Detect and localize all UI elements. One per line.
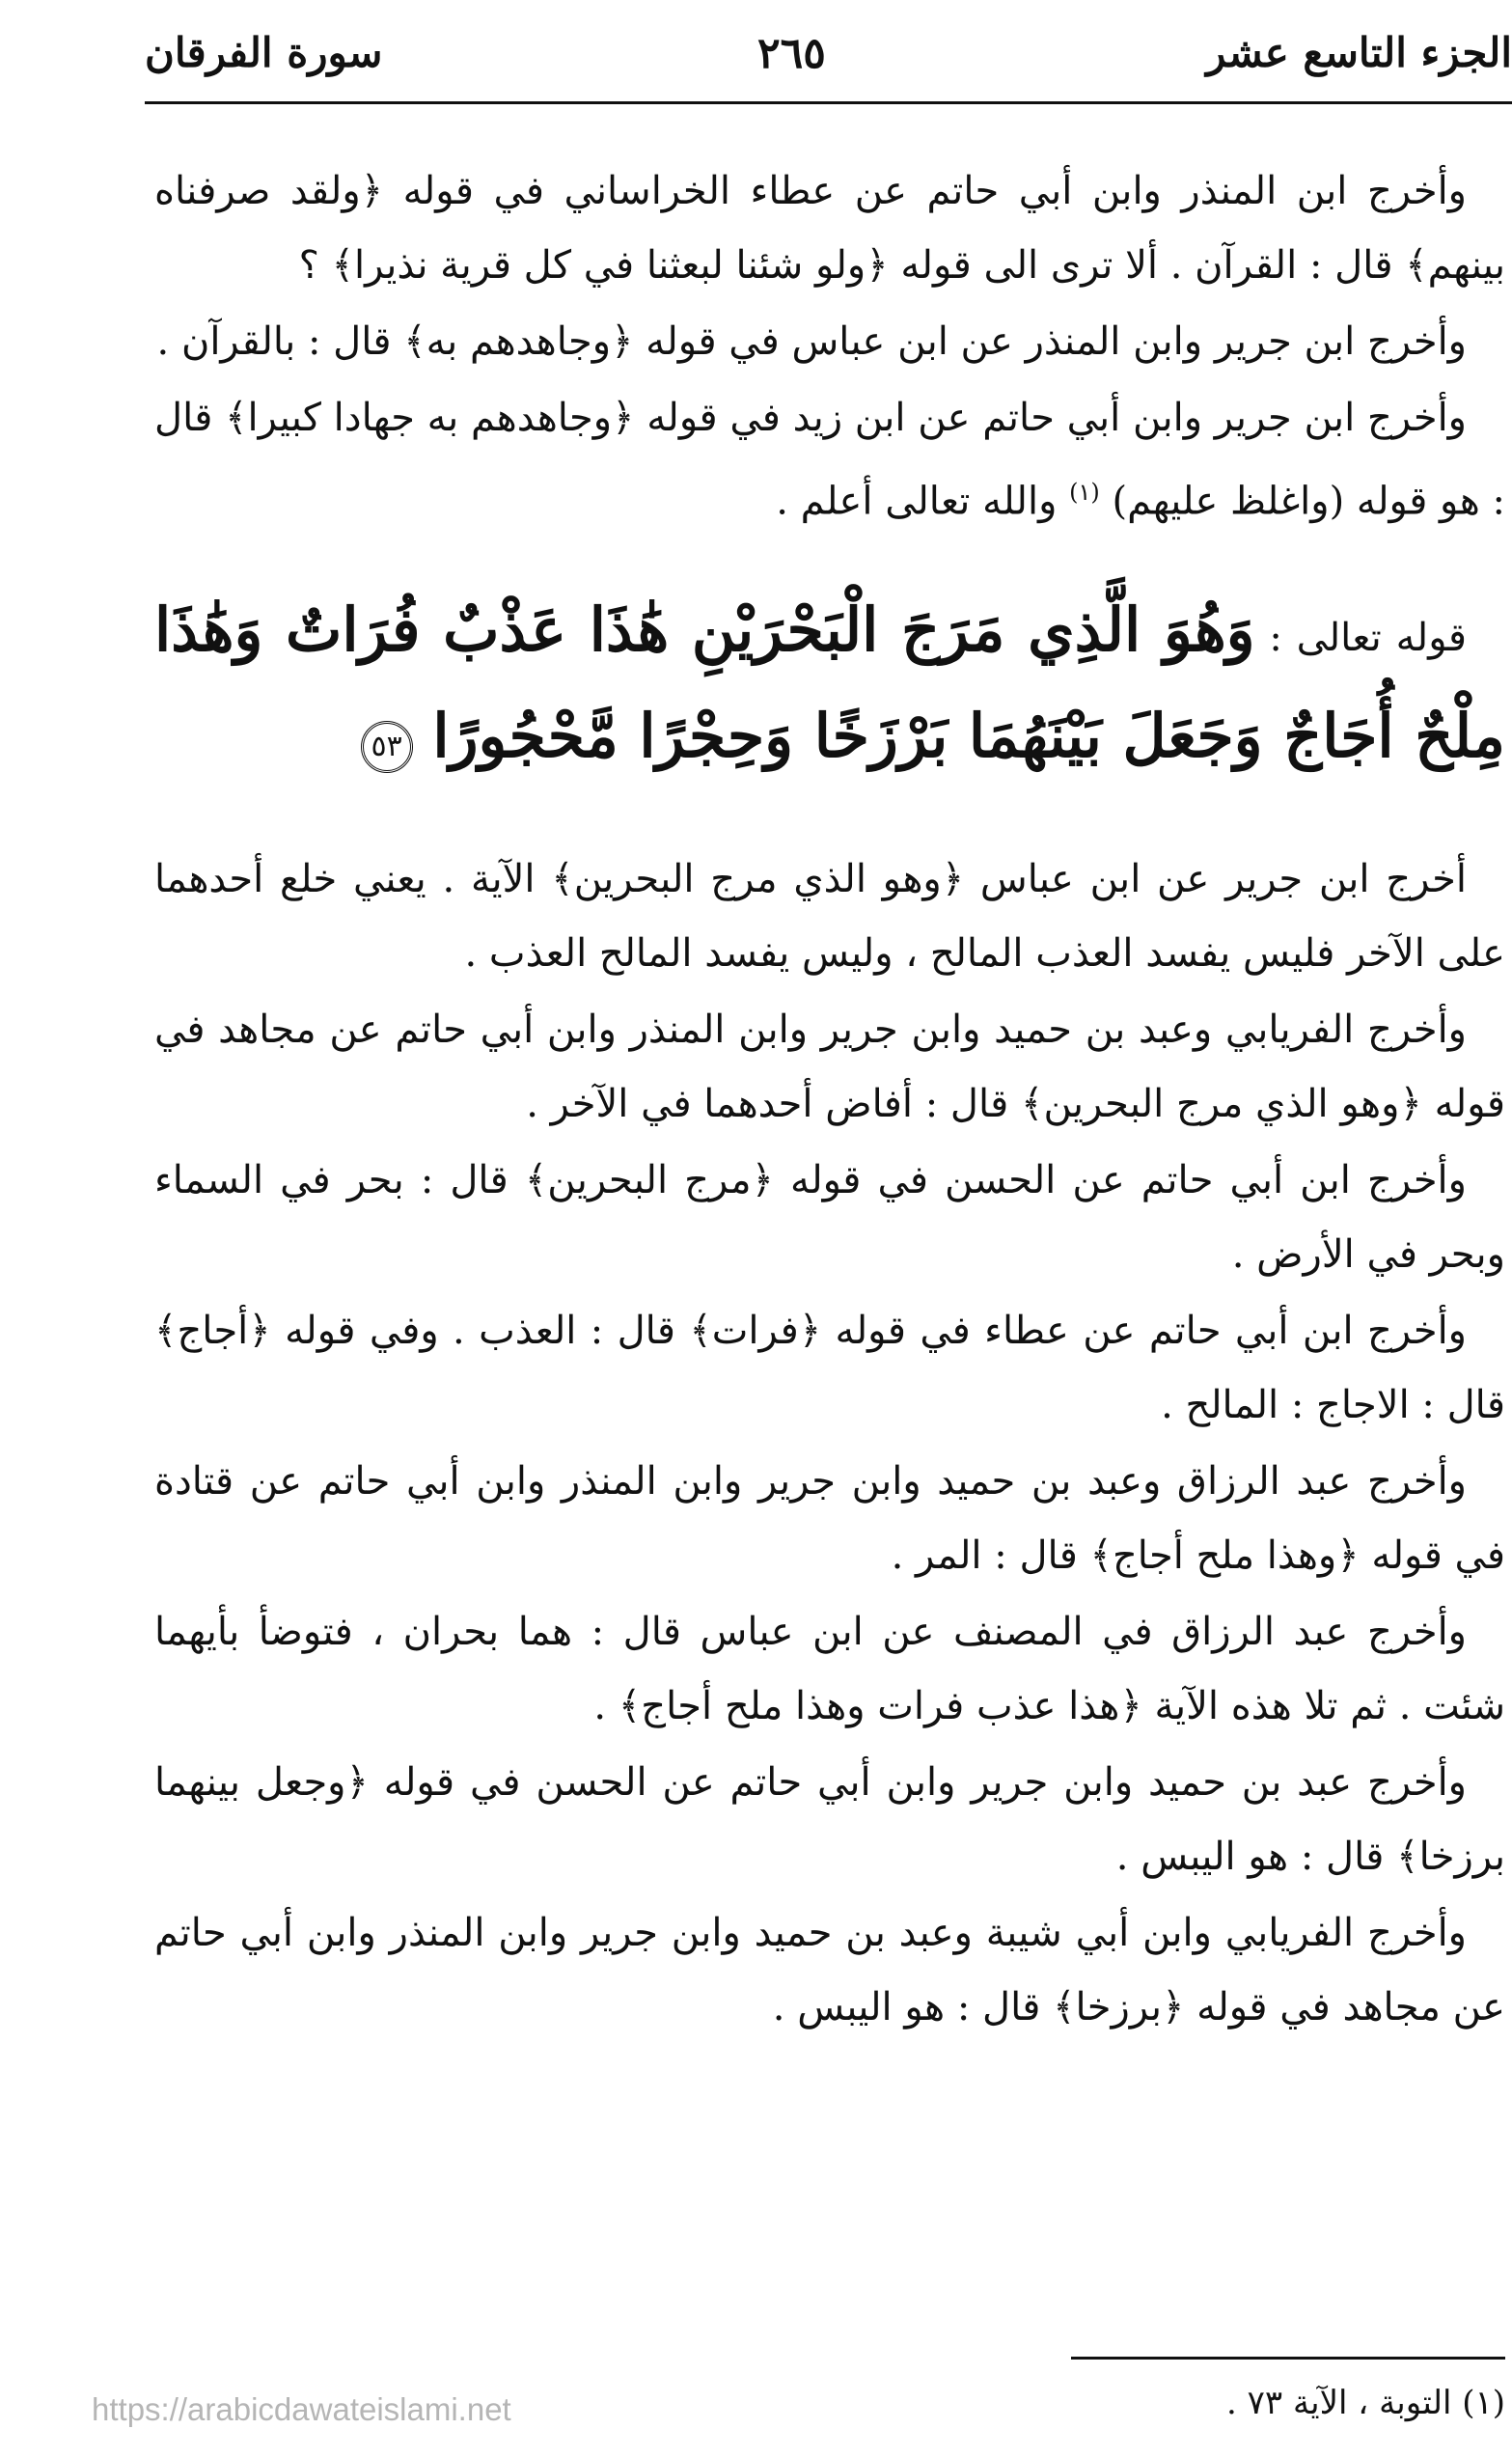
paragraph: وأخرج ابن أبي حاتم عن الحسن في قوله ﴿مرج البحرين﴾ قال : بحر في السماء وبحر في الأرض . xyxy=(154,1158,1505,1278)
paragraph: أخرج ابن جرير عن ابن عباس ﴿وهو الذي مرج البحرين﴾ الآية . يعني خلع أحدهما على الآخر فليس يفسد العذب المالح ، وليس يفسد المالح العذب . xyxy=(154,857,1505,977)
surah-title: سورة الفرقان xyxy=(145,29,383,76)
paragraph-tail: والله تعالى أعلم . xyxy=(776,479,1058,524)
paragraph: وأخرج الفريابي وابن أبي شيبة وعبد بن حميد وابن جرير وابن المنذر وابن أبي حاتم عن مجاهد في قوله ﴿برزخا﴾ قال : هو اليبس . xyxy=(154,1911,1505,2030)
quran-verse-block xyxy=(154,577,1505,789)
page-number: ٢٦٥ xyxy=(757,29,826,78)
body-text xyxy=(154,154,1505,2047)
paragraph: وأخرج ابن جرير وابن المنذر عن ابن عباس في قوله ﴿وجاهدهم به﴾ قال : بالقرآن . xyxy=(156,319,1467,364)
paragraph: وأخرج عبد بن حميد وابن جرير وابن أبي حاتم عن الحسن في قوله ﴿وجعل بينهما برزخا﴾ قال : هو اليبس . xyxy=(154,1760,1505,1880)
paragraph: وأخرج عبد الرزاق في المصنف عن ابن عباس قال : هما بحران ، فتوضأ بأيهما شئت . ثم تلا هذه الآية ﴿هذا عذب فرات وهذا ملح أجاج﴾ . xyxy=(154,1610,1505,1729)
footnote: (١) التوبة ، الآية ٧٣ . xyxy=(1225,2384,1505,2422)
paragraph: وأخرج ابن أبي حاتم عن عطاء في قوله ﴿فرات﴾ قال : العذب . وفي قوله ﴿أجاج﴾ قال : الاجاج : المالح . xyxy=(154,1309,1505,1428)
paragraph: وأخرج ابن المنذر وابن أبي حاتم عن عطاء الخراساني في قوله ﴿ولقد صرفناه بينهم﴾ قال : القرآن . ألا ترى الى قوله ﴿ولو شئنا لبعثنا في كل قرية نذيرا﴾ ؟ xyxy=(154,169,1505,288)
page-header xyxy=(145,29,1512,106)
ayah-number-badge: ٥٣ xyxy=(361,721,413,773)
paragraph-text: وأخرج ابن جرير وابن أبي حاتم عن ابن زيد في قوله ﴿وجاهدهم به جهادا كبيرا﴾ قال : هو قوله (واغلظ عليهم) xyxy=(154,396,1505,524)
paragraph: وأخرج عبد الرزاق وعبد بن حميد وابن جرير وابن المنذر وابن أبي حاتم عن قتادة في قوله ﴿وهذا ملح أجاج﴾ قال : المر . xyxy=(154,1459,1505,1579)
paragraph xyxy=(154,381,1505,538)
footnote-divider xyxy=(1071,2357,1505,2360)
verse-text: وَهُوَ الَّذِي مَرَجَ الْبَحْرَيْنِ هَٰذَا عَذْبٌ فُرَاتٌ وَهَٰذَا مِلْحٌ أُجَاجٌ وَجَعَلَ بَيْنَهُمَا بَرْزَخًا وَحِجْرًا مَّحْجُورًا xyxy=(154,594,1505,772)
footnote-marker: (١) xyxy=(1069,479,1100,506)
juz-title: الجزء التاسع عشر xyxy=(1206,29,1512,76)
header-divider xyxy=(145,101,1512,104)
watermark-url: https://arabicdawateislami.net xyxy=(92,2391,511,2427)
paragraph: وأخرج الفريابي وعبد بن حميد وابن جرير وابن المنذر وابن أبي حاتم عن مجاهد في قوله ﴿وهو الذي مرج البحرين﴾ قال : أفاض أحدهما في الآخر . xyxy=(154,1008,1505,1127)
verse-intro: قوله تعالى : xyxy=(1269,616,1467,661)
